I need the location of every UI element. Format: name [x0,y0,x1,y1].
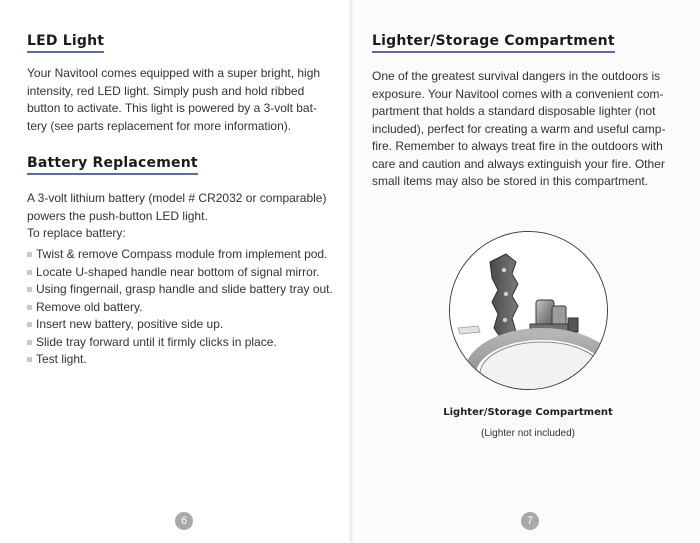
step-text: Twist & remove Compass module from implement pod. [36,247,328,261]
bullet-square-icon [27,252,32,257]
text-line: fire. Remember to always treat fire in the outdoors with [372,139,663,153]
bullet-square-icon [27,357,32,362]
page-gutter [349,0,353,543]
bullet-square-icon [27,340,32,345]
text-line: One of the greatest survival dangers in the outdoors is [372,69,661,83]
step-text: Insert new battery, positive side up. [36,317,224,331]
battery-steps-list [27,246,333,369]
list-item [27,264,333,282]
text-line: Your Navitool comes equipped with a super bright, high [27,66,321,80]
page-number-left: 6 [175,512,193,530]
text-line: button to activate. This light is powered by a 3-volt bat- [27,101,317,115]
bullet-square-icon [27,305,32,310]
text-line: tery (see parts replacement for more information). [27,118,292,133]
bullet-square-icon [27,287,32,292]
text-line: included), perfect for creating a warm and useful camp- [372,121,666,136]
figure-caption-title: Lighter/Storage Compartment [443,407,613,418]
list-item [27,246,333,264]
battery-intro-paragraph [27,190,347,243]
text-line: small items may also be stored in this compartment. [372,174,649,188]
bullet-square-icon [27,270,32,275]
text-line: A 3-volt lithium battery (model # CR2032 or comparable) [27,191,327,205]
list-item [27,299,333,317]
step-text: Test light. [36,352,87,366]
battery-replacement-heading: Battery Replacement [27,155,198,175]
lighter-compartment-photo [449,231,608,390]
list-item [27,351,333,369]
text-line: care and caution and always extinguish your fire. Other [372,156,665,171]
figure-caption-subtitle: (Lighter not included) [481,428,575,439]
text-line: exposure. Your Navitool comes with a convenient com- [372,86,664,101]
page-number-right: 7 [521,512,539,530]
lighter-compartment-illustration [450,232,607,389]
bullet-square-icon [27,322,32,327]
led-light-heading: LED Light [27,33,104,53]
text-line: intensity, red LED light. Simply push and hold ribbed [27,83,305,98]
step-text: Using fingernail, grasp handle and slide battery tray out. [36,282,333,296]
step-text: Slide tray forward until it firmly clicks in place. [36,334,277,349]
step-text: Locate U-shaped handle near bottom of signal mirror. [36,264,320,279]
led-light-paragraph [27,65,347,135]
text-line: To replace battery: [27,226,126,240]
list-item [27,281,333,299]
list-item [27,316,333,334]
lighter-storage-heading: Lighter/Storage Compartment [372,33,615,53]
list-item [27,334,333,352]
step-text: Remove old battery. [36,299,143,314]
text-line: partment that holds a standard disposable lighter (not [372,104,656,118]
lighter-storage-paragraph [372,68,692,191]
text-line: powers the push-button LED light. [27,208,208,223]
